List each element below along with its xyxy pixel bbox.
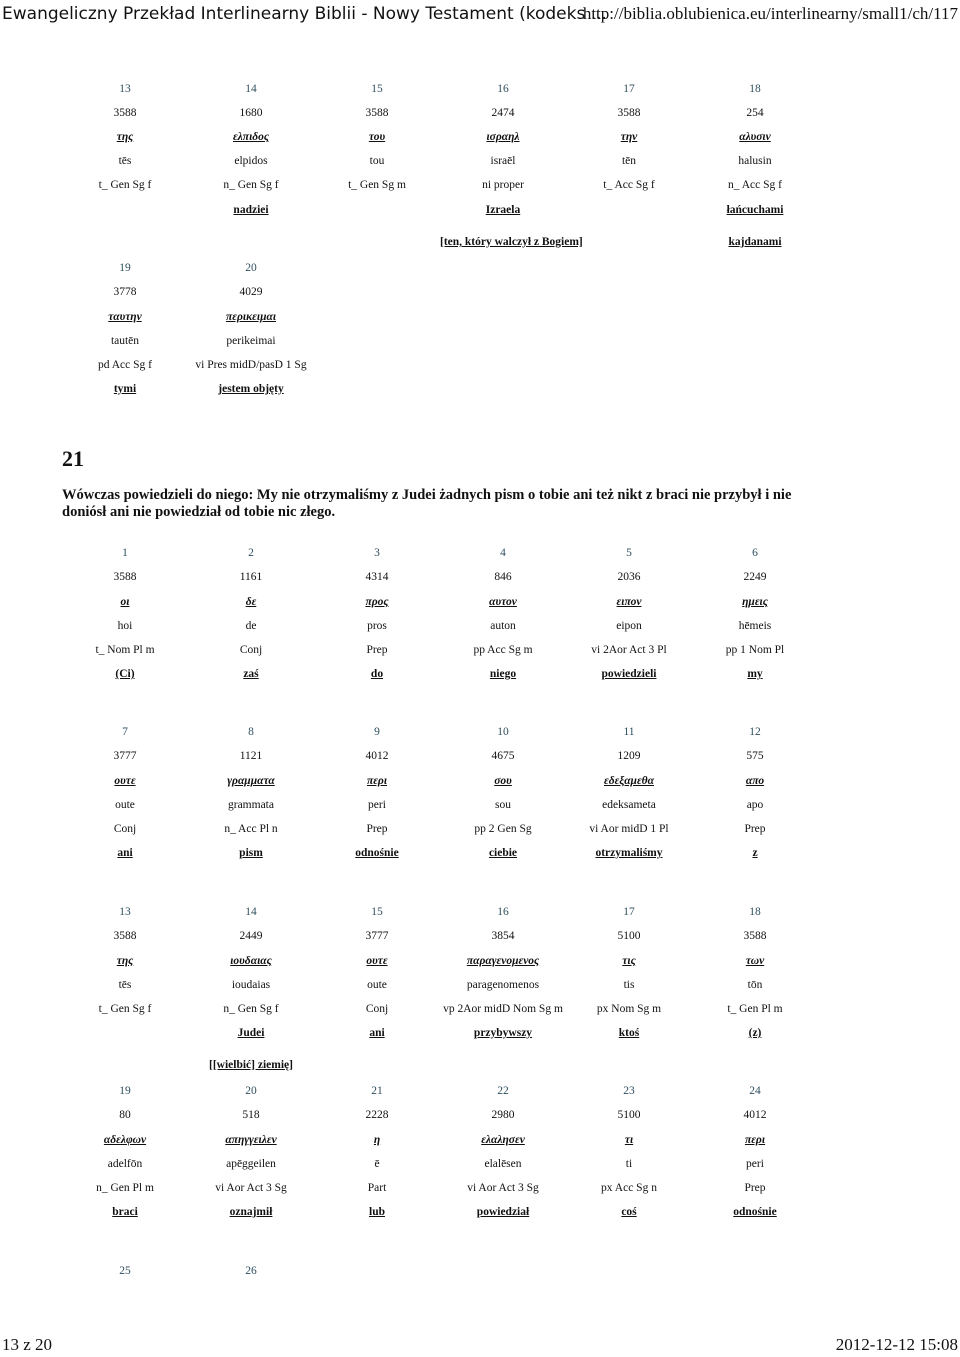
word-number: 11: [623, 726, 635, 738]
word-number: 17: [623, 83, 635, 95]
word-number: 19: [119, 1085, 131, 1097]
verse-number: 21: [62, 446, 84, 471]
transliteration: tēs: [118, 979, 132, 991]
word-number: 24: [749, 1085, 761, 1097]
grammar-code: Conj: [365, 1003, 389, 1015]
strong-number: 4029: [239, 286, 263, 298]
polish-translation-link[interactable]: braci: [112, 1206, 138, 1218]
grammar-code: pp 2 Gen Sg: [474, 823, 532, 835]
polish-translation-link[interactable]: Izraela: [485, 204, 521, 216]
transliteration: oute: [115, 799, 135, 811]
transliteration: peri: [746, 1158, 764, 1170]
polish-translation-link[interactable]: otrzymaliśmy: [595, 847, 663, 859]
greek-word-link[interactable]: περι: [744, 1134, 766, 1146]
grammar-code: ni proper: [482, 179, 524, 191]
word-number: 15: [371, 906, 383, 918]
word-number: 3: [374, 547, 380, 559]
transliteration: de: [245, 620, 257, 632]
word-number: 9: [374, 726, 380, 738]
word-number: 17: [623, 906, 635, 918]
polish-translation-link[interactable]: (z): [748, 1027, 762, 1039]
greek-word-link[interactable]: τι: [624, 1134, 634, 1146]
grammar-code: t_ Gen Sg m: [348, 179, 406, 191]
grammar-code: pp Acc Sg m: [473, 644, 533, 656]
strong-number: 1161: [239, 571, 263, 583]
strong-number: 2449: [239, 930, 263, 942]
grammar-code: Part: [367, 1182, 387, 1194]
greek-word-link[interactable]: ελαλησεν: [481, 1134, 525, 1146]
strong-number: 5100: [617, 1109, 641, 1121]
strong-number: 3854: [491, 930, 515, 942]
word-number: 18: [749, 83, 761, 95]
greek-word-link[interactable]: απηγγειλεν: [225, 1134, 277, 1146]
strong-number: 1121: [239, 750, 263, 762]
greek-word-link[interactable]: εδεξαμεθα: [603, 775, 654, 787]
grammar-code: t_ Gen Sg f: [98, 179, 152, 191]
greek-word-link[interactable]: των: [745, 955, 765, 967]
strong-number: 1680: [239, 107, 263, 119]
strong-number: 3588: [113, 930, 137, 942]
word-number: 2: [248, 547, 254, 559]
transliteration: apēggeilen: [226, 1158, 276, 1170]
word-number: 21: [371, 1085, 383, 1097]
strong-number: 2249: [743, 571, 767, 583]
grammar-code: vi Pres midD/pasD 1 Sg: [195, 359, 307, 371]
grammar-code: px Acc Sg n: [601, 1182, 657, 1194]
word-number: 1: [122, 547, 128, 559]
transliteration: tēn: [621, 155, 637, 167]
word-number: 25: [119, 1265, 131, 1277]
strong-number: 575: [746, 750, 764, 762]
strong-number: 3777: [113, 750, 137, 762]
strong-number: 2228: [365, 1109, 389, 1121]
word-number: 18: [749, 906, 761, 918]
polish-translation-link[interactable]: Judei: [237, 1027, 265, 1039]
strong-number: 5100: [617, 930, 641, 942]
polish-translation-link[interactable]: lub: [369, 1206, 385, 1218]
grammar-code: t_ Nom Pl m: [95, 644, 155, 656]
grammar-code: vi Aor Act 3 Sg: [215, 1182, 287, 1194]
transliteration: halusin: [738, 155, 772, 167]
grammar-code: n_ Acc Sg f: [728, 179, 782, 191]
transliteration: oute: [367, 979, 387, 991]
polish-translation-link[interactable]: tymi: [113, 383, 137, 395]
polish-translation-link[interactable]: niego: [489, 668, 517, 680]
strong-number: 3777: [365, 930, 389, 942]
verse-line-2: doniósł ani nie powiedział od tobie nic złego.: [62, 504, 336, 520]
word-number: 12: [749, 726, 761, 738]
strong-number: 4675: [491, 750, 515, 762]
greek-word-link[interactable]: ημεις: [742, 596, 768, 608]
transliteration: apo: [746, 799, 764, 811]
strong-number: 1209: [617, 750, 641, 762]
greek-word-link[interactable]: αδελφων: [103, 1134, 147, 1146]
strong-number: 3778: [113, 286, 137, 298]
strong-number: 80: [119, 1109, 131, 1121]
greek-word-link[interactable]: του: [368, 131, 386, 143]
transliteration: israēl: [490, 155, 516, 167]
grammar-code: Conj: [113, 823, 137, 835]
word-number: 26: [245, 1265, 257, 1277]
polish-translation-link[interactable]: (Ci): [115, 668, 135, 680]
word-number: 16: [497, 906, 509, 918]
strong-number: 3588: [617, 107, 641, 119]
polish-translation-link[interactable]: nadziei: [233, 204, 269, 216]
grammar-code: pp 1 Nom Pl: [725, 644, 785, 656]
grammar-code: Conj: [239, 644, 263, 656]
strong-number: 254: [746, 107, 764, 119]
word-number: 15: [371, 83, 383, 95]
greek-word-link[interactable]: σου: [494, 775, 512, 787]
transliteration: paragenomenos: [466, 979, 540, 991]
greek-word-link[interactable]: γραμματα: [227, 775, 275, 787]
greek-word-link[interactable]: ταυτην: [108, 311, 142, 323]
transliteration: hoi: [117, 620, 133, 632]
polish-translation-link[interactable]: my: [747, 668, 763, 680]
document-title: Ewangeliczny Przekład Interlinearny Biblii - Nowy Testament (kodeks ...: [2, 4, 607, 24]
polish-translation-link[interactable]: zaś: [243, 668, 259, 680]
word-number: 5: [626, 547, 632, 559]
word-number: 19: [119, 262, 131, 274]
greek-word-link[interactable]: οι: [120, 596, 130, 608]
polish-translation-link[interactable]: przybywszy: [473, 1027, 533, 1039]
page-counter: 13 z 20: [2, 1335, 53, 1354]
transliteration: peri: [368, 799, 386, 811]
word-number: 6: [752, 547, 758, 559]
transliteration: ē: [374, 1158, 380, 1170]
transliteration: ti: [625, 1158, 633, 1170]
transliteration: tēs: [118, 155, 132, 167]
greek-word-link[interactable]: ειπον: [616, 596, 642, 608]
transliteration: ioudaias: [231, 979, 271, 991]
transliteration: grammata: [228, 799, 274, 811]
strong-number: 4012: [365, 750, 389, 762]
polish-translation-link[interactable]: ciebie: [488, 847, 518, 859]
greek-word-link[interactable]: προς: [365, 596, 389, 608]
greek-word-link[interactable]: της: [116, 131, 134, 143]
strong-number: 4012: [743, 1109, 767, 1121]
transliteration: tautēn: [110, 335, 140, 347]
grammar-code: n_ Gen Sg f: [223, 179, 279, 191]
strong-number: 3588: [365, 107, 389, 119]
alternative-translation-link[interactable]: [[wielbić] ziemię]: [209, 1059, 293, 1071]
greek-word-link[interactable]: ουτε: [366, 955, 388, 967]
polish-translation-link[interactable]: odnośnie: [355, 847, 399, 859]
transliteration: auton: [490, 620, 516, 632]
word-number: 20: [245, 1085, 257, 1097]
transliteration: sou: [495, 799, 511, 811]
greek-word-link[interactable]: τις: [622, 955, 636, 967]
strong-number: 846: [494, 571, 512, 583]
transliteration: tis: [623, 979, 635, 991]
word-number: 14: [245, 83, 257, 95]
transliteration: elalēsen: [484, 1158, 522, 1170]
verse-line-1: Wówczas powiedzieli do niego: My nie otrzymaliśmy z Judei żadnych pism o tobie ani też nikt z braci nie przybył i nie: [62, 487, 792, 503]
strong-number: 2474: [491, 107, 515, 119]
print-timestamp: 2012-12-12 15:08: [835, 1335, 958, 1354]
greek-word-link[interactable]: ιουδαιας: [230, 955, 272, 967]
grammar-code: t_ Gen Sg f: [98, 1003, 152, 1015]
transliteration: pros: [367, 620, 387, 632]
polish-translation-link[interactable]: łańcuchami: [726, 204, 784, 216]
polish-translation-link[interactable]: powiedział: [476, 1206, 530, 1218]
strong-number: 4314: [365, 571, 389, 583]
greek-word-link[interactable]: ουτε: [114, 775, 136, 787]
word-number: 8: [248, 726, 254, 738]
transliteration: eipon: [616, 620, 642, 632]
transliteration: tou: [369, 155, 385, 167]
grammar-code: vi Aor Act 3 Sg: [467, 1182, 539, 1194]
alternative-translation-link[interactable]: kajdanami: [728, 236, 782, 248]
polish-translation-link[interactable]: jestem objęty: [218, 383, 284, 395]
transliteration: edeksameta: [602, 799, 656, 811]
greek-word-link[interactable]: η: [373, 1134, 381, 1146]
polish-translation-link[interactable]: coś: [621, 1206, 637, 1218]
strong-number: 2980: [491, 1109, 515, 1121]
strong-number: 3588: [113, 107, 137, 119]
greek-word-link[interactable]: αυτον: [489, 596, 517, 608]
grammar-code: vi Aor midD 1 Pl: [589, 823, 669, 835]
polish-translation-link[interactable]: ani: [117, 847, 133, 859]
strong-number: 3588: [113, 571, 137, 583]
greek-word-link[interactable]: απο: [745, 775, 765, 787]
transliteration: tōn: [747, 979, 763, 991]
polish-translation-link[interactable]: ani: [369, 1027, 385, 1039]
greek-word-link[interactable]: της: [116, 955, 134, 967]
grammar-code: n_ Acc Pl n: [224, 823, 278, 835]
transliteration: perikeimai: [226, 335, 276, 347]
grammar-code: n_ Gen Pl m: [96, 1182, 154, 1194]
polish-translation-link[interactable]: do: [370, 668, 384, 680]
word-number: 23: [623, 1085, 635, 1097]
polish-translation-link[interactable]: pism: [239, 847, 263, 859]
grammar-code: t_ Gen Pl m: [727, 1003, 783, 1015]
greek-word-link[interactable]: παραγενομενος: [466, 955, 540, 967]
word-number: 7: [122, 726, 128, 738]
word-number: 10: [497, 726, 509, 738]
greek-word-link[interactable]: περι: [366, 775, 388, 787]
grammar-code: pd Acc Sg f: [98, 359, 152, 371]
greek-word-link[interactable]: αλυσιν: [739, 131, 771, 143]
grammar-code: vi 2Aor Act 3 Pl: [591, 644, 667, 656]
strong-number: 3588: [743, 930, 767, 942]
polish-translation-link[interactable]: ktoś: [618, 1027, 640, 1039]
transliteration: hēmeis: [738, 620, 772, 632]
greek-word-link[interactable]: δε: [245, 596, 257, 608]
grammar-code: n_ Gen Sg f: [223, 1003, 279, 1015]
grammar-code: px Nom Sg m: [596, 1003, 662, 1015]
greek-word-link[interactable]: ελπιδος: [232, 131, 270, 143]
grammar-code: Prep: [744, 823, 766, 835]
grammar-code: t_ Acc Sg f: [603, 179, 655, 191]
strong-number: 2036: [617, 571, 641, 583]
strong-number: 518: [242, 1109, 260, 1121]
word-number: 20: [245, 262, 257, 274]
grammar-code: Prep: [366, 823, 388, 835]
transliteration: elpidos: [234, 155, 268, 167]
grammar-code: Prep: [744, 1182, 766, 1194]
word-number: 13: [119, 83, 131, 95]
grammar-code: Prep: [366, 644, 388, 656]
grammar-code: vp 2Aor midD Nom Sg m: [443, 1003, 563, 1015]
word-number: 4: [500, 547, 506, 559]
word-number: 22: [497, 1085, 509, 1097]
document-url[interactable]: http://biblia.oblubienica.eu/interlinearny/small1/ch/117: [582, 4, 958, 23]
polish-translation-link[interactable]: oznajmił: [229, 1206, 273, 1218]
polish-translation-link[interactable]: odnośnie: [733, 1206, 777, 1218]
verse-text: [62, 487, 882, 521]
greek-word-link[interactable]: ισραηλ: [486, 131, 520, 143]
word-number: 14: [245, 906, 257, 918]
word-number: 16: [497, 83, 509, 95]
word-number: 13: [119, 906, 131, 918]
transliteration: adelfōn: [107, 1158, 143, 1170]
greek-word-link[interactable]: την: [620, 131, 638, 143]
polish-translation-link[interactable]: powiedzieli: [601, 668, 657, 680]
alternative-translation-link[interactable]: [ten, który walczył z Bogiem]: [440, 236, 583, 248]
greek-word-link[interactable]: περικειμαι: [225, 311, 277, 323]
polish-translation-link[interactable]: z: [752, 847, 758, 859]
